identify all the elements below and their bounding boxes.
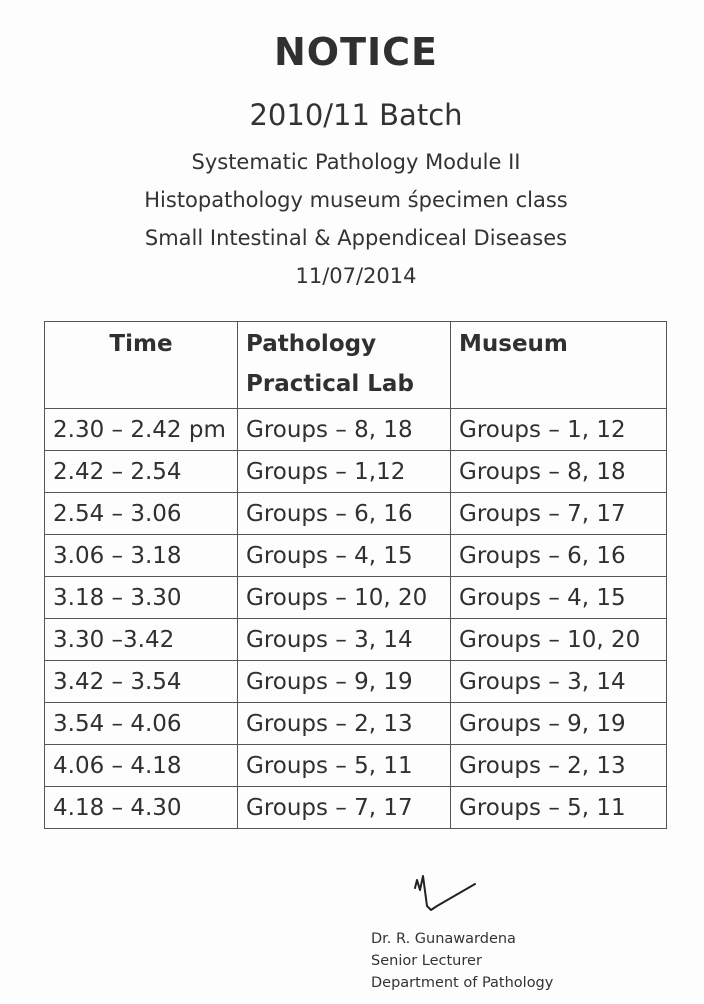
time-cell: 2.54 – 3.06 [45, 493, 238, 535]
museum-cell: Groups – 6, 16 [451, 535, 667, 577]
time-cell: 3.54 – 4.06 [45, 703, 238, 745]
table-row [45, 745, 667, 787]
museum-cell: Groups – 4, 15 [451, 577, 667, 619]
header-lab-line1: Pathology [246, 331, 377, 357]
header-lab-line2: Practical Lab [246, 371, 414, 397]
batch-heading: 2010/11 Batch [249, 98, 463, 132]
lab-cell: Groups – 1,12 [238, 451, 451, 493]
museum-cell: Groups – 8, 18 [451, 451, 667, 493]
signatory-name: Dr. R. Gunawardena [371, 931, 516, 947]
module-line: Systematic Pathology Module II [191, 150, 521, 174]
lab-cell: Groups – 6, 16 [238, 493, 451, 535]
lab-cell: Groups – 3, 14 [238, 619, 451, 661]
signatory-title: Senior Lecturer [371, 953, 482, 969]
handwritten-signature [405, 866, 485, 926]
table-row [45, 493, 667, 535]
time-cell: 3.06 – 3.18 [45, 535, 238, 577]
header-museum: Museum [451, 322, 667, 409]
topic-line: Small Intestinal & Appendiceal Diseases [144, 226, 568, 250]
table-row [45, 451, 667, 493]
time-cell: 4.06 – 4.18 [45, 745, 238, 787]
lab-cell: Groups – 4, 15 [238, 535, 451, 577]
museum-cell: Groups – 3, 14 [451, 661, 667, 703]
table-row [45, 409, 667, 451]
table-row [45, 661, 667, 703]
museum-cell: Groups – 5, 11 [451, 787, 667, 829]
time-cell: 2.30 – 2.42 pm [45, 409, 238, 451]
table-row [45, 787, 667, 829]
museum-cell: Groups – 2, 13 [451, 745, 667, 787]
notice-title: NOTICE [273, 30, 438, 74]
table-row [45, 703, 667, 745]
lab-cell: Groups – 5, 11 [238, 745, 451, 787]
museum-cell: Groups – 9, 19 [451, 703, 667, 745]
museum-cell: Groups – 1, 12 [451, 409, 667, 451]
table-header-row [45, 322, 667, 409]
schedule-table [44, 321, 667, 829]
lab-cell: Groups – 9, 19 [238, 661, 451, 703]
table-row [45, 535, 667, 577]
table-row [45, 619, 667, 661]
time-cell: 3.42 – 3.54 [45, 661, 238, 703]
time-cell: 3.30 –3.42 [45, 619, 238, 661]
table-row [45, 577, 667, 619]
time-cell: 4.18 – 4.30 [45, 787, 238, 829]
time-cell: 2.42 – 2.54 [45, 451, 238, 493]
time-cell: 3.18 – 3.30 [45, 577, 238, 619]
header-time: Time [45, 322, 238, 409]
lab-cell: Groups – 2, 13 [238, 703, 451, 745]
museum-cell: Groups – 7, 17 [451, 493, 667, 535]
class-line: Histopathology museum śpecimen class [144, 188, 568, 212]
date-line: 11/07/2014 [295, 264, 417, 288]
museum-cell: Groups – 10, 20 [451, 619, 667, 661]
signatory-block [371, 928, 553, 994]
lab-cell: Groups – 7, 17 [238, 787, 451, 829]
lab-cell: Groups – 8, 18 [238, 409, 451, 451]
header-practical-lab [238, 322, 451, 409]
lab-cell: Groups – 10, 20 [238, 577, 451, 619]
signatory-department: Department of Pathology [371, 975, 554, 991]
